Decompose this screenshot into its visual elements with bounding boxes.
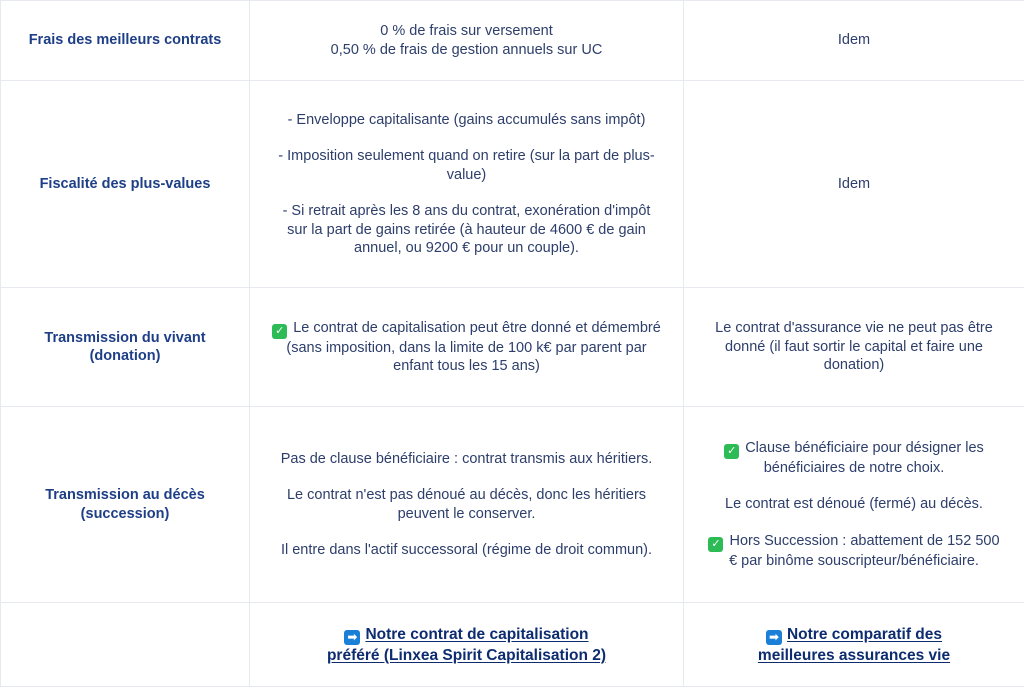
cell-text: Le contrat est dénoué (fermé) au décès. [706,495,1002,514]
table-row-fiscalite [1,81,1024,288]
cell-text: Le contrat n'est pas dénoué au décès, donc les héritiers peuvent le conserver. [272,486,661,523]
assurance-vie-comparison-link[interactable] [758,626,950,664]
row-label-frais: Frais des meilleurs contrats [1,1,250,81]
cell-text: - Enveloppe capitalisante (gains accumulés sans impôt) [272,111,661,130]
cell-capitalisation-link [250,603,684,687]
cell-text: Pas de clause bénéficiaire : contrat transmis aux héritiers. [272,450,661,469]
check-icon: ✓ [724,444,739,459]
cell-text: (sans imposition, dans la limite de 100 k€ par parent par enfant tous les 15 ans) [272,339,661,376]
link-text: Notre contrat de capitalisation préféré (Linxea Spirit Capitalisation 2) [327,626,606,664]
cell-text: 0,50 % de frais de gestion annuels sur UC [272,41,661,60]
table-row-frais [1,1,1024,81]
cell-text: Il entre dans l'actif successoral (régime de droit commun). [272,541,661,560]
cell-capitalisation-succession [250,407,684,603]
cell-capitalisation-fiscalite [250,81,684,288]
cell-capitalisation-donation [250,288,684,407]
table-row-donation [1,288,1024,407]
cell-text: 0 % de frais sur versement [272,22,661,41]
cell-item [272,319,661,339]
cell-text: - Imposition seulement quand on retire (sur la part de plus-value) [272,147,661,184]
arrow-right-icon: ➡ [344,630,360,645]
cell-assurance-vie-link [684,603,1024,687]
cell-assurance-vie-succession [684,407,1024,603]
capitalisation-contract-link[interactable] [327,626,606,664]
row-label-succession: Transmission au décès (succession) [1,407,250,603]
table-row-links [1,603,1024,687]
cell-text: - Si retrait après les 8 ans du contrat, exonération d'impôt sur la part de gains retirée (à hauteur de 4600 € de gain annuel, ou 9200 € pour un couple). [272,202,661,258]
row-label-donation: Transmission du vivant (donation) [1,288,250,407]
cell-item [706,532,1002,571]
cell-text: Le contrat de capitalisation peut être donné et démembré [293,320,661,336]
cell-assurance-vie-donation: Le contrat d'assurance vie ne peut pas être donné (il faut sortir le capital et faire une donation) [684,288,1024,407]
cell-capitalisation-frais [250,1,684,81]
arrow-right-icon: ➡ [766,630,782,645]
cell-assurance-vie-fiscalite: Idem [684,81,1024,288]
empty-cell [1,603,250,687]
check-icon: ✓ [272,324,287,339]
cell-assurance-vie-frais: Idem [684,1,1024,81]
cell-item [706,439,1002,478]
cell-text: Clause bénéficiaire pour désigner les bénéficiaires de notre choix. [745,440,984,476]
check-icon: ✓ [708,537,723,552]
cell-text: Hors Succession : abattement de 152 500 € par binôme souscripteur/bénéficiaire. [729,533,999,569]
table-row-succession [1,407,1024,603]
link-text: Notre comparatif des meilleures assurances vie [758,626,950,664]
row-label-fiscalite: Fiscalité des plus-values [1,81,250,288]
